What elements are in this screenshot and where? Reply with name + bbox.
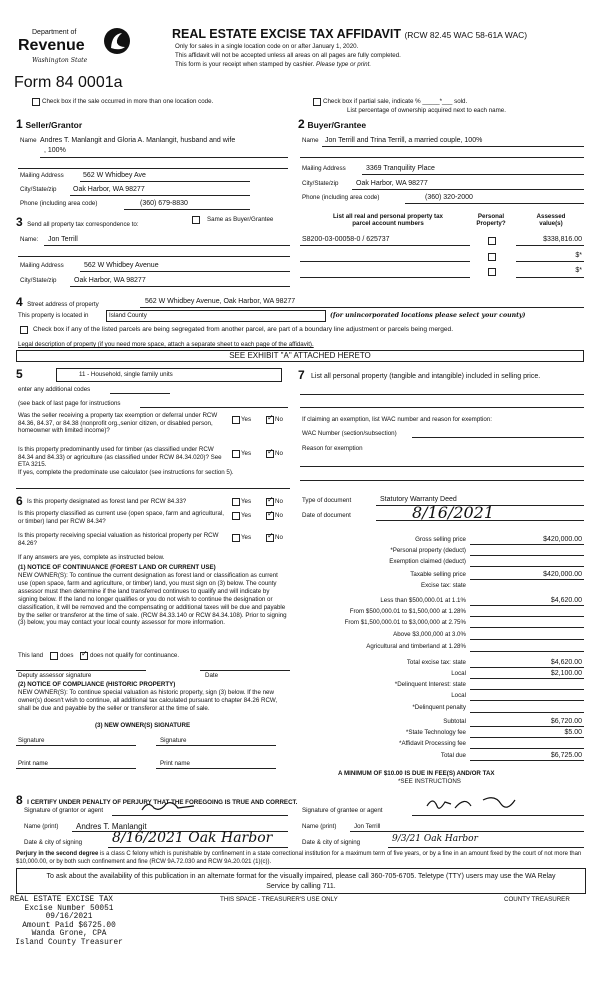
personal-col-header-line2: Property?	[476, 220, 506, 227]
buyer-heading	[298, 117, 366, 131]
personal-col-header	[470, 213, 512, 227]
buyer-heading-text: Buyer/Grantee	[307, 120, 367, 130]
dor-logo-icon	[102, 26, 132, 56]
seller-heading	[16, 117, 82, 131]
doc-type: Statutory Warranty Deed	[380, 496, 457, 503]
use-code-select[interactable]	[56, 368, 282, 382]
assessed-value-1: $338,816.00	[543, 236, 582, 243]
parcel-number-1: S8200-03-00058-0 / 625737	[302, 236, 390, 243]
grantee-signature	[425, 792, 525, 816]
seller-phone: (360) 679-8830	[140, 200, 188, 207]
land-does-checkbox[interactable]	[50, 652, 58, 660]
s6-q3-no-checkbox[interactable]	[266, 534, 274, 542]
property-heading	[16, 293, 99, 311]
grantor-name-label: Name (print)	[24, 823, 59, 830]
taxpayer-heading	[16, 213, 139, 231]
q2-no-checkbox[interactable]	[266, 450, 274, 458]
header-note2: This affidavit will not be accepted unless all areas on all pages are fully completed.	[175, 52, 401, 59]
tax-value-16: $5.00	[564, 729, 582, 736]
tax-label-13: Local	[451, 692, 466, 699]
parcel-col-header	[314, 213, 462, 227]
grantor-signature	[138, 798, 198, 814]
tax-label-1: *Personal property (deduct)	[390, 547, 466, 554]
parcel-col-header-line1: List all real and personal property tax	[332, 213, 444, 220]
title-citation: (RCW 82.45 WAC 58-61A WAC)	[404, 30, 528, 40]
assessed-col-header-line1: Assessed	[536, 213, 566, 220]
s6-q2-yes-label: Yes	[241, 512, 252, 519]
q2-yes-label: Yes	[241, 450, 252, 457]
owner-signature-label-1: Signature	[18, 737, 45, 744]
tax-label-12: *Delinquent Interest: state	[394, 681, 466, 688]
parcel-col-header-line2: parcel account numbers	[352, 220, 424, 227]
personal-col-header-line1: Personal	[477, 213, 505, 220]
owner-print-label-2: Print name	[160, 760, 190, 767]
county-value: Island County	[109, 312, 147, 319]
grantor-date-city: 8/16/2021 Oak Harbor	[112, 830, 273, 846]
seller-name: Andres T. Manlangit and Gloria A. Manlangit, husband and wife	[40, 137, 236, 144]
seller-heading-text: Seller/Grantor	[25, 120, 83, 130]
perjury-notice	[16, 851, 584, 866]
use-code-value: 11 - Household, single family units	[79, 371, 173, 378]
form-number: Form 84 0001a	[14, 74, 123, 91]
seller-mail: 562 W Whidbey Ave	[83, 172, 146, 179]
legal-description-box	[16, 350, 584, 362]
additional-codes-label: enter any additional codes	[18, 386, 91, 393]
notice2-text: NEW OWNER(S): To continue special valuation as historic property, sign (3) below. If the new owner(s) doesn't wish to continue, all additional tax calculated pursuant to chapter 84.26 RCW, shall be due and payable by the seller or transferor at the time of sale.	[18, 689, 278, 712]
partial-sale-text: Check box if partial sale, indicate %	[323, 98, 421, 105]
treasurer-space-label: THIS SPACE - TREASURER'S USE ONLY	[220, 896, 338, 903]
taxpayer-mail-label: Mailing Address	[20, 262, 64, 269]
section5-q2: Is this property predominantly used for timber (as classified under RCW 84.34 and 84.33) or agriculture (as classified under RCW 84.34.020)? See ETA 3215.	[18, 446, 222, 469]
partial-sale-label	[323, 98, 467, 105]
seller-name-cont: , 100%	[44, 147, 66, 154]
tax-value-11: $2,100.00	[550, 670, 582, 677]
stamp-line-5: Wanda Grone, CPA	[31, 930, 107, 939]
assessed-col-header	[520, 213, 582, 227]
q1-yes-label: Yes	[241, 416, 252, 423]
minimum-fee-note: A MINIMUM OF $10.00 IS DUE IN FEE(S) AND/OR TAX	[338, 770, 495, 777]
legal-label: Legal description of property (if you need more space, attach a separate sheet to each page of the affidavit).	[18, 341, 314, 348]
assessed-col-header-line2: value(s)	[539, 220, 563, 227]
partial-sale-checkbox[interactable]	[313, 98, 321, 106]
notice3-title: (3) NEW OWNER(S) SIGNATURE	[95, 722, 191, 729]
section5-q1: Was the seller receiving a property tax exemption or deferral under RCW 84.36, 84.37, or 84.38 (nonprofit org.,senior citizen, or disabled person, homeowner with limited income)?	[18, 412, 218, 435]
tax-value-10: $4,620.00	[550, 659, 582, 666]
buyer-phone-label: Phone (including area code)	[302, 194, 380, 201]
alt-format-box	[16, 868, 586, 894]
grantor-date-label: Date & city of signing	[24, 839, 83, 846]
s6-q1-yes-checkbox[interactable]	[232, 498, 240, 506]
section6-number: 6	[16, 494, 23, 508]
grantee-date-label: Date & city of signing	[302, 839, 361, 846]
multi-location-checkbox[interactable]	[32, 98, 40, 106]
land-does-label: does	[60, 652, 74, 659]
tax-value-3: $420,000.00	[543, 571, 582, 578]
tax-value-5: $4,620.00	[550, 597, 582, 604]
q2-yes-checkbox[interactable]	[232, 450, 240, 458]
seller-city-label: City/State/zip	[20, 186, 57, 193]
s6-q2-no-label: No	[275, 512, 283, 519]
doc-date-label: Date of document	[302, 512, 351, 519]
notice1-text: NEW OWNER(S): To continue the current designation as forest land or classification as current use (open space, farm and agriculture, or timber) land, you must sign on (3) below. The county assessor must then determine if the land transferred continues to qualify and will indicate by signing below. If the land no longer qualifies or you do not wish to continue the designation or classification, it will be removed and the compensating or additional taxes will be due and payable by the seller or transferor at the time of sale. (RCW 84.33.140 or RCW 84.34.108). Prior to signing (3) below, you may contact your local county assessor for more information.	[18, 572, 287, 627]
property-number: 4	[16, 295, 23, 309]
doc-date: 8/16/2021	[412, 503, 495, 522]
tax-label-15: Subtotal	[443, 718, 466, 725]
s6-q2-no-checkbox[interactable]	[266, 512, 274, 520]
personal-property-checkbox-2[interactable]	[488, 253, 496, 261]
taxpayer-name-label: Name:	[20, 236, 39, 243]
located-label: This property is located in	[18, 312, 89, 319]
q2-no-label: No	[275, 450, 283, 457]
buyer-number: 2	[298, 117, 305, 131]
q1-no-checkbox[interactable]	[266, 416, 274, 424]
doc-type-label: Type of document	[302, 497, 352, 504]
q1-yes-checkbox[interactable]	[232, 416, 240, 424]
land-does-not-label: does not qualify for continuance.	[90, 652, 180, 659]
section6-q3: Is this property receiving special valuation as historical property per RCW 84.26?	[18, 532, 219, 547]
buyer-mail-label: Mailing Address	[302, 165, 346, 172]
section8-number: 8	[16, 793, 23, 807]
taxpayer-name: Jon Terrill	[48, 236, 78, 243]
grantee-name: Jon Terrill	[354, 823, 381, 830]
tax-label-2: Exemption claimed (deduct)	[389, 558, 466, 565]
section7-text: List all personal property (tangible and intangible) included in selling price.	[311, 373, 541, 380]
header-note3-italic: Please type or print.	[316, 61, 372, 68]
partial-sale-blank: _____*___	[422, 98, 453, 105]
unincorporated-note: (for unincorporated locations please select your county)	[330, 312, 526, 319]
header-note1: Only for sales in a single location code on or after January 1, 2020.	[175, 43, 359, 50]
section6-q1: Is this property designated as forest land per RCW 84.33?	[27, 498, 187, 505]
tax-label-11: Local	[451, 670, 466, 677]
taxpayer-mail: 562 W Whidbey Avenue	[84, 262, 159, 269]
legal-description: SEE EXHIBIT "A" ATTACHED HERETO	[229, 351, 371, 360]
grantor-signature-label: Signature of grantor or agent	[24, 807, 104, 814]
title-text: REAL ESTATE EXCISE TAX AFFIDAVIT	[172, 27, 401, 41]
street-address: 562 W Whidbey Avenue, Oak Harbor, WA 98277	[145, 298, 296, 305]
tax-label-0: Gross selling price	[415, 536, 466, 543]
tax-label-7: From $1,500,000.01 to $3,000,000 at 2.75%	[344, 619, 466, 626]
partial-sale-sold: sold.	[454, 98, 468, 105]
s6-q1-no-checkbox[interactable]	[266, 498, 274, 506]
dept-line2: Revenue	[18, 37, 85, 54]
multi-location-label: Check box if the sale occurred in more than one location code.	[42, 98, 214, 105]
s6-q1-no-label: No	[275, 498, 283, 505]
form-title	[172, 27, 527, 41]
s6-q1-yes-label: Yes	[241, 498, 252, 505]
taxpayer-number: 3	[16, 215, 23, 229]
taxpayer-city: Oak Harbor, WA 98277	[74, 277, 146, 284]
tax-value-18: $6,725.00	[550, 752, 582, 759]
dor-logo	[14, 24, 134, 74]
seller-phone-label: Phone (including area code)	[20, 200, 98, 207]
s6-q3-yes-label: Yes	[241, 534, 252, 541]
seller-number: 1	[16, 117, 23, 131]
owner-print-label-1: Print name	[18, 760, 48, 767]
tax-label-5: Less than $500,000.01 at 1.1%	[380, 597, 466, 604]
tax-label-4: Excise tax: state	[420, 582, 466, 589]
grantor-name: Andres T. Manlangit	[76, 822, 147, 831]
stamp-line-4: Amount Paid $6725.00	[22, 921, 116, 930]
q1-no-label: No	[275, 416, 283, 423]
buyer-phone: (360) 320-2000	[425, 194, 473, 201]
grantee-name-label: Name (print)	[302, 823, 337, 830]
header-note3-text: This form is your receipt when stamped by cashier.	[175, 61, 315, 68]
segregated-checkbox[interactable]	[20, 326, 28, 334]
section7-number: 7	[298, 368, 305, 382]
assessed-value-2: $*	[575, 252, 582, 259]
street-label: Street address of property	[27, 301, 99, 308]
tax-value-15: $6,720.00	[550, 718, 582, 725]
land-label: This land	[18, 652, 44, 659]
see-back-label: (see back of last page for instructions	[18, 400, 121, 407]
taxpayer-city-label: City/State/zip	[20, 277, 57, 284]
section5-number: 5	[16, 367, 23, 381]
see-instructions-note: *SEE INSTRUCTIONS	[398, 778, 461, 785]
header-note3	[175, 61, 371, 68]
segregated-label: Check box if any of the listed parcels are being segregated from another parcel, are part of a boundary line adjustment or parcels being merged.	[33, 326, 454, 333]
perjury-text: is a class C felony which is punishable by confinement in a state correctional institution for a maximum term of five years, or by a fine in an amount fixed by the court of not more than $10,000.00, or by both such confinement and fine (RCW 9A.72.030 and RCW 9A.20.021 (1)(c)).	[16, 851, 582, 865]
wac-label: WAC Number (section/subsection)	[302, 430, 397, 437]
deputy-signature-label: Deputy assessor signature	[18, 672, 92, 679]
deputy-date-label: Date	[205, 672, 219, 679]
if-any-yes: If any answers are yes, complete as instructed below.	[18, 554, 165, 561]
tax-label-9: Agricultural and timberland at 1.28%	[366, 643, 466, 650]
same-as-buyer-checkbox[interactable]	[192, 216, 200, 224]
tax-label-10: Total excise tax: state	[406, 659, 466, 666]
land-does-not-checkbox[interactable]	[80, 652, 88, 660]
s6-q2-yes-checkbox[interactable]	[232, 512, 240, 520]
stamp-line-2: Excise Number 50051	[24, 904, 114, 913]
tax-label-16: *State Technology fee	[405, 729, 466, 736]
tax-label-17: *Affidavit Processing fee	[399, 740, 466, 747]
tax-label-8: Above $3,000,000 at 3.0%	[393, 631, 466, 638]
owner-signature-label-2: Signature	[160, 737, 187, 744]
taxpayer-label: Send all property tax correspondence to:	[27, 221, 139, 228]
section6-q2: Is this property classified as current use (open space, farm and agricultural, or timber) land per RCW 84.34?	[18, 510, 225, 525]
stamp-line-1: REAL ESTATE EXCISE TAX	[10, 896, 113, 904]
s6-q3-yes-checkbox[interactable]	[232, 534, 240, 542]
seller-city: Oak Harbor, WA 98277	[73, 186, 145, 193]
seller-name-label: Name	[20, 137, 37, 144]
tax-value-0: $420,000.00	[543, 536, 582, 543]
buyer-name-label: Name	[302, 137, 319, 144]
exemption-label: If claiming an exemption, list WAC number and reason for exemption:	[302, 416, 492, 423]
certify-text: I CERTIFY UNDER PENALTY OF PERJURY THAT THE FOREGOING IS TRUE AND CORRECT.	[27, 799, 298, 806]
buyer-city: Oak Harbor, WA 98277	[356, 180, 428, 187]
dept-line3: Washington State	[32, 57, 88, 64]
buyer-city-label: City/State/zip	[302, 180, 339, 187]
assessed-value-3: $*	[575, 267, 582, 274]
dept-line1: Department of	[32, 29, 77, 36]
alt-format-text: To ask about the availability of this publication in an alternate format for the visually impaired, please call 360-705-6705. Teletype (TTY) users may use the WA Relay Service by calling 711.	[46, 873, 556, 890]
grantee-signature-label: Signature of grantee or agent	[302, 807, 383, 814]
notice2-title: (2) NOTICE OF COMPLIANCE (HISTORIC PROPERTY)	[18, 681, 176, 688]
grantee-date-city: 9/3/21 Oak Harbor	[392, 834, 478, 844]
perjury-bold: Perjury in the second degree	[16, 851, 99, 857]
tax-label-6: From $500,000.01 to $1,500,000 at 1.28%	[349, 608, 466, 615]
reason-label: Reason for exemption	[302, 445, 363, 452]
county-select[interactable]	[106, 310, 326, 322]
treasurer-stamp	[10, 896, 128, 948]
same-as-buyer-label: Same as Buyer/Grantee	[207, 216, 274, 223]
tax-label-3: Taxable selling price	[410, 571, 466, 578]
personal-property-checkbox-1[interactable]	[488, 237, 496, 245]
stamp-line-3: 09/16/2021	[45, 913, 93, 922]
tax-label-18: Total due	[440, 752, 466, 759]
section5-q2b: If yes, complete the predominate use calculator (see instructions for section 5).	[18, 469, 234, 476]
stamp-line-6: Island County Treasurer	[15, 938, 123, 947]
notice1-title: (1) NOTICE OF CONTINUANCE (FOREST LAND OR CURRENT USE)	[18, 564, 216, 571]
partial-sale-note: List percentage of ownership acquired next to each name.	[347, 107, 506, 114]
tax-label-14: *Delinquent penalty	[412, 704, 466, 711]
seller-mail-label: Mailing Address	[20, 172, 64, 179]
s6-q3-no-label: No	[275, 534, 283, 541]
buyer-name: Jon Terrill and Trina Terrill, a married couple, 100%	[325, 137, 483, 144]
county-treasurer-label: COUNTY TREASURER	[504, 896, 570, 903]
personal-property-checkbox-3[interactable]	[488, 268, 496, 276]
buyer-mail: 3369 Tranquility Place	[366, 165, 435, 172]
